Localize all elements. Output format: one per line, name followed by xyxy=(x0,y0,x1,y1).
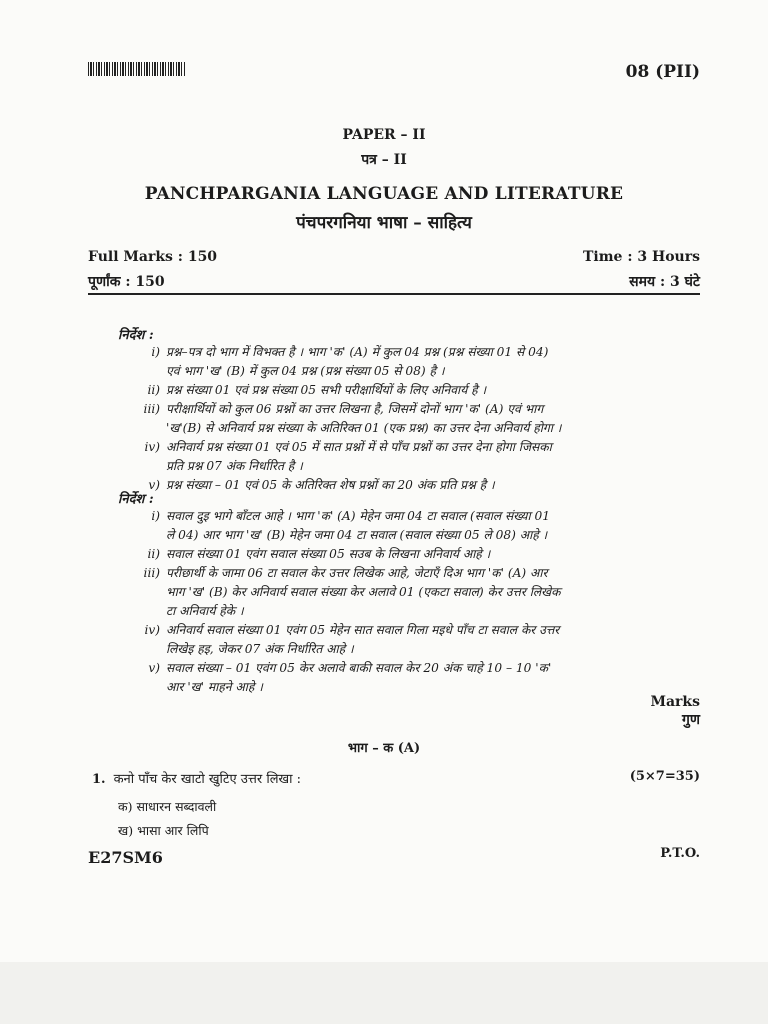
full-marks-hindi: पूर्णांक : 150 xyxy=(88,274,165,290)
instruction-line: 'ख'(B) से अनिवार्य प्रश्न संख्या के अतिरिक्त 01 (एक प्रश्न) का उत्तर देना अनिवार्य होगा । xyxy=(166,421,562,435)
instruction-item: i) प्रश्न–पत्र दो भाग में विभक्त है । भाग 'क' (A) में कुल 04 प्रश्न (प्रश्न संख्या 01 से 04) xyxy=(151,345,549,359)
subject-title: PANCHPARGANIA LANGUAGE AND LITERATURE xyxy=(144,184,624,204)
instruction-item: i) सवाल दुइ भागे बाँटल आहे । भाग 'क' (A) मेहेन जमा 04 टा सवाल (सवाल संख्या 01 xyxy=(151,509,551,523)
time-allowed-hindi: समय : 3 घंटे xyxy=(629,274,700,290)
instruction-item: ii) सवाल संख्या 01 एवंग सवाल संख्या 05 सउब के लिखना अनिवार्य आहे । xyxy=(147,547,491,561)
instructions-hindi xyxy=(130,343,670,495)
barcode-icon xyxy=(88,62,186,76)
instruction-item: iii) परीछार्थी के जामा 06 टा सवाल केर उत्तर लिखेक आहे, जेटाएँ दिअ भाग 'क' (A) आर xyxy=(143,566,548,580)
pto-note: P.T.O. xyxy=(660,846,700,861)
instruction-line: ले 04) आर भाग 'ख' (B) मेहेन जमा 04 टा सवाल (सवाल संख्या 05 ले 08) आहे । xyxy=(166,528,548,542)
marks-header xyxy=(650,693,700,729)
instruction-line: भाग 'ख' (B) केर अनिवार्य सवाल संख्या केर अलावे 01 (एकटा सवाल) केर उत्तर लिखेक xyxy=(166,585,561,599)
instruction-item: v) सवाल संख्या – 01 एवंग 05 केर अलावे बाकी सवाल केर 20 अंक चाहे 10 – 10 'क' xyxy=(148,661,552,675)
paper-label: PAPER – II xyxy=(342,127,426,143)
instruction-line: लिखेइ हइ, जेकर 07 अंक निर्धारित आहे । xyxy=(166,642,354,656)
page-edge-background xyxy=(0,962,768,1024)
instruction-item: iv) अनिवार्य प्रश्न संख्या 01 एवं 05 में सात प्रश्नों में से पाँच प्रश्नों का उत्तर देना होगा जिसका xyxy=(144,440,552,454)
instructions-title-panchpargania: निर्देश : xyxy=(118,492,154,507)
marks-label-hindi: गुण xyxy=(681,712,700,728)
question-text: कनो पाँच केर खाटो खुटिए उत्तर लिखा : xyxy=(113,772,302,787)
header-divider xyxy=(88,293,700,295)
subject-title-hindi: पंचपरगनिया भाषा – साहित्य xyxy=(296,213,472,233)
instruction-line: आर 'ख' माहने आहे । xyxy=(166,680,263,694)
question-1-marks: (5×7=35) xyxy=(629,769,700,784)
section-a-title: भाग – क (A) xyxy=(347,741,421,756)
instruction-item: iv) अनिवार्य सवाल संख्या 01 एवंग 05 मेहेन सात सवाल गिला मइधे पाँच टा सवाल केर उत्तर xyxy=(144,623,560,637)
question-number: 1. xyxy=(92,772,106,787)
question-1 xyxy=(92,769,301,787)
full-marks: Full Marks : 150 xyxy=(88,249,218,265)
instruction-item: ii) प्रश्न संख्या 01 एवं प्रश्न संख्या 05 सभी परीक्षार्थियों के लिए अनिवार्य है । xyxy=(147,383,487,397)
question-1-option-b: ख) भासा आर लिपि xyxy=(118,823,209,838)
marks-label: Marks xyxy=(650,694,700,710)
instruction-line: प्रति प्रश्न 07 अंक निर्धारित है । xyxy=(166,459,303,473)
question-1-option-a: क) साधारन सब्दावली xyxy=(118,799,217,814)
instructions-panchpargania xyxy=(130,507,670,697)
paper-code: 08 (PII) xyxy=(625,62,700,82)
instruction-line: टा अनिवार्य हेके । xyxy=(166,604,244,618)
booklet-code: E27SM6 xyxy=(88,848,163,867)
instruction-item: iii) परीक्षार्थियों को कुल 06 प्रश्नों का उत्तर लिखना है, जिसमें दोनों भाग 'क' (A) एवं भाग xyxy=(143,402,544,416)
instruction-item: v) प्रश्न संख्या – 01 एवं 05 के अतिरिक्त शेष प्रश्नों का 20 अंक प्रति प्रश्न है । xyxy=(148,478,495,492)
instruction-line: एवं भाग 'ख' (B) में कुल 04 प्रश्न (प्रश्न संख्या 05 से 08) है । xyxy=(166,364,445,378)
instructions-title-hindi: निर्देश : xyxy=(118,328,154,343)
time-allowed: Time : 3 Hours xyxy=(583,249,700,265)
paper-label-hindi: पत्र – II xyxy=(361,152,407,168)
